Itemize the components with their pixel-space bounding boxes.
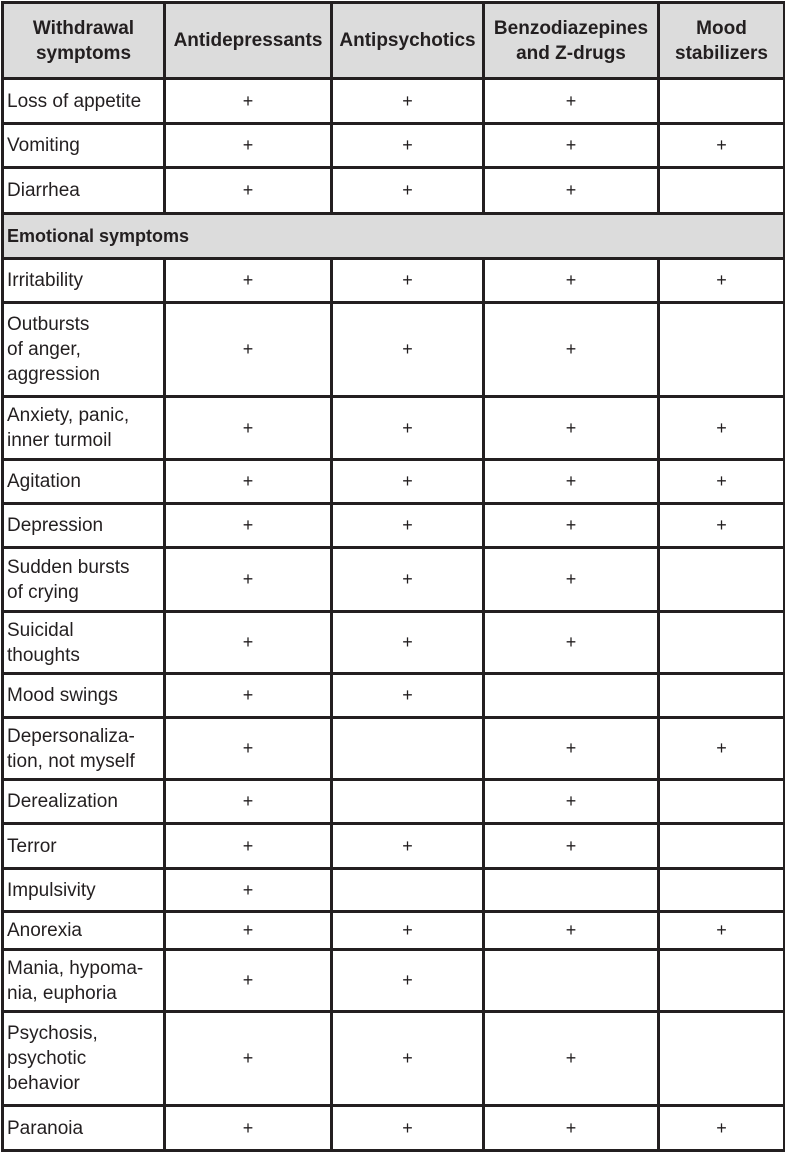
empty-cell — [484, 674, 659, 718]
empty-cell — [659, 950, 785, 1012]
header-antipsychotics: Antipsychotics — [332, 3, 484, 79]
plus-mark-cell: + — [332, 1106, 484, 1151]
plus-mark-cell: + — [484, 780, 659, 824]
table-row — [3, 718, 785, 780]
symptom-label: Terror — [3, 824, 165, 869]
plus-mark-cell: + — [165, 1106, 332, 1151]
plus-mark-cell: + — [659, 912, 785, 950]
table-row — [3, 912, 785, 950]
plus-mark-cell: + — [332, 612, 484, 674]
table-row — [3, 950, 785, 1012]
plus-mark-cell: + — [659, 259, 785, 303]
empty-cell — [659, 869, 785, 912]
plus-mark-cell: + — [165, 168, 332, 214]
plus-mark-cell: + — [484, 1012, 659, 1106]
symptom-label: Loss of appetite — [3, 79, 165, 124]
plus-mark-cell: + — [484, 612, 659, 674]
plus-mark-cell: + — [165, 824, 332, 869]
plus-mark-cell: + — [484, 259, 659, 303]
symptom-label: Mania, hypoma- nia, euphoria — [3, 950, 165, 1012]
plus-mark-cell: + — [659, 718, 785, 780]
section-title: Emotional symptoms — [3, 214, 785, 259]
plus-mark-cell: + — [332, 674, 484, 718]
plus-mark-cell: + — [332, 303, 484, 397]
table-row — [3, 824, 785, 869]
header-row — [3, 3, 785, 79]
plus-mark-cell: + — [165, 912, 332, 950]
plus-mark-cell: + — [484, 303, 659, 397]
plus-mark-cell: + — [484, 1106, 659, 1151]
table-row — [3, 460, 785, 504]
plus-mark-cell: + — [332, 950, 484, 1012]
plus-mark-cell: + — [165, 718, 332, 780]
empty-cell — [659, 548, 785, 612]
empty-cell — [659, 79, 785, 124]
symptom-label: Depersonaliza- tion, not myself — [3, 718, 165, 780]
plus-mark-cell: + — [332, 397, 484, 460]
plus-mark-cell: + — [332, 912, 484, 950]
empty-cell — [332, 869, 484, 912]
plus-mark-cell: + — [484, 718, 659, 780]
plus-mark-cell: + — [165, 780, 332, 824]
symptom-label: Suicidal thoughts — [3, 612, 165, 674]
plus-mark-cell: + — [332, 824, 484, 869]
empty-cell — [659, 824, 785, 869]
plus-mark-cell: + — [659, 504, 785, 548]
table-row — [3, 79, 785, 124]
symptom-label: Anxiety, panic, inner turmoil — [3, 397, 165, 460]
plus-mark-cell: + — [165, 124, 332, 168]
plus-mark-cell: + — [659, 460, 785, 504]
table-row — [3, 397, 785, 460]
plus-mark-cell: + — [659, 1106, 785, 1151]
table-row — [3, 548, 785, 612]
plus-mark-cell: + — [484, 124, 659, 168]
plus-mark-cell: + — [332, 548, 484, 612]
section-row — [3, 214, 785, 259]
symptom-label: Diarrhea — [3, 168, 165, 214]
symptom-label: Derealization — [3, 780, 165, 824]
table-row — [3, 869, 785, 912]
table-row — [3, 504, 785, 548]
symptom-label: Vomiting — [3, 124, 165, 168]
table-row — [3, 612, 785, 674]
table-row — [3, 674, 785, 718]
plus-mark-cell: + — [484, 168, 659, 214]
empty-cell — [659, 1012, 785, 1106]
plus-mark-cell: + — [484, 824, 659, 869]
symptom-label: Agitation — [3, 460, 165, 504]
table-row — [3, 1012, 785, 1106]
plus-mark-cell: + — [165, 950, 332, 1012]
plus-mark-cell: + — [484, 912, 659, 950]
empty-cell — [659, 780, 785, 824]
plus-mark-cell: + — [165, 612, 332, 674]
plus-mark-cell: + — [484, 79, 659, 124]
symptom-label: Psychosis, psychotic behavior — [3, 1012, 165, 1106]
header-antidepressants: Antidepressants — [165, 3, 332, 79]
plus-mark-cell: + — [332, 259, 484, 303]
symptom-label: Depression — [3, 504, 165, 548]
plus-mark-cell: + — [165, 869, 332, 912]
symptom-label: Irritability — [3, 259, 165, 303]
plus-mark-cell: + — [332, 168, 484, 214]
empty-cell — [484, 869, 659, 912]
empty-cell — [659, 612, 785, 674]
plus-mark-cell: + — [165, 79, 332, 124]
empty-cell — [332, 780, 484, 824]
plus-mark-cell: + — [165, 259, 332, 303]
table-row — [3, 303, 785, 397]
table-row — [3, 168, 785, 214]
symptom-label: Outbursts of anger, aggression — [3, 303, 165, 397]
plus-mark-cell: + — [165, 460, 332, 504]
empty-cell — [484, 950, 659, 1012]
withdrawal-symptoms-table — [1, 1, 785, 1152]
symptom-label: Mood swings — [3, 674, 165, 718]
plus-mark-cell: + — [484, 460, 659, 504]
empty-cell — [659, 674, 785, 718]
empty-cell — [659, 168, 785, 214]
plus-mark-cell: + — [484, 504, 659, 548]
plus-mark-cell: + — [659, 124, 785, 168]
header-withdrawal-symptoms: Withdrawal symptoms — [3, 3, 165, 79]
empty-cell — [332, 718, 484, 780]
empty-cell — [659, 303, 785, 397]
plus-mark-cell: + — [165, 303, 332, 397]
plus-mark-cell: + — [332, 79, 484, 124]
header-benzodiazepines: Benzodiazepines and Z-drugs — [484, 3, 659, 79]
plus-mark-cell: + — [659, 397, 785, 460]
plus-mark-cell: + — [484, 548, 659, 612]
symptom-label: Paranoia — [3, 1106, 165, 1151]
plus-mark-cell: + — [165, 397, 332, 460]
table-row — [3, 124, 785, 168]
plus-mark-cell: + — [332, 124, 484, 168]
symptom-label: Impulsivity — [3, 869, 165, 912]
table-row — [3, 780, 785, 824]
plus-mark-cell: + — [484, 397, 659, 460]
plus-mark-cell: + — [332, 504, 484, 548]
plus-mark-cell: + — [165, 504, 332, 548]
plus-mark-cell: + — [165, 1012, 332, 1106]
plus-mark-cell: + — [165, 674, 332, 718]
plus-mark-cell: + — [332, 460, 484, 504]
table-body — [3, 79, 785, 1151]
table-row — [3, 1106, 785, 1151]
symptom-label: Anorexia — [3, 912, 165, 950]
plus-mark-cell: + — [332, 1012, 484, 1106]
table-row — [3, 259, 785, 303]
symptom-label: Sudden bursts of crying — [3, 548, 165, 612]
header-mood-stabilizers: Mood stabilizers — [659, 3, 785, 79]
plus-mark-cell: + — [165, 548, 332, 612]
